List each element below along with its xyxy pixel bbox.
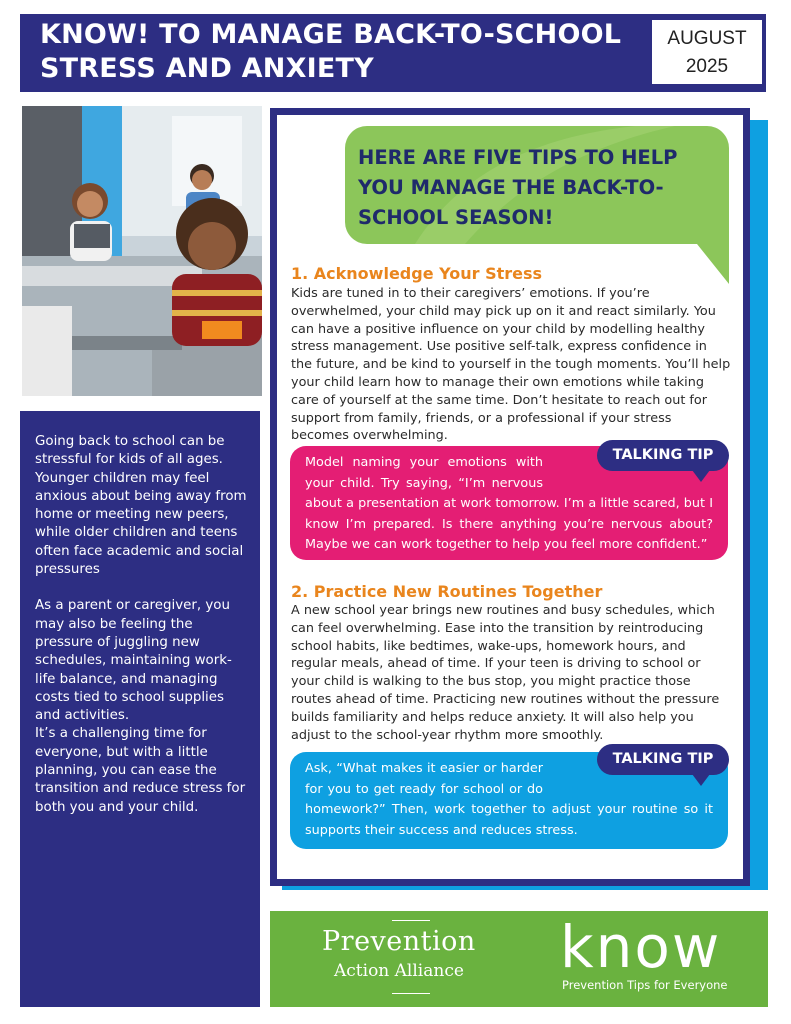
sidebar-paragraph: It’s a challenging time for everyone, but with a little planning, you can ease the transition and reduce stress for both you and your child. [35,726,246,815]
tip-body: Kids are tuned in to their caregivers’ emotions. If you’re overwhelmed, your child may pick up on it and react similarly. You can have a positive influence on your child by modelling healthy stress management. Use positive self-talk, express confidence in the future, and be kind to yourself in the tough moments. You’ll help your child learn how to manage their own emotions while taking care of yourself at the same time. Don’t hesitate to reach out for support from family, friends, or a professional if your stress becomes overwhelming. [291,286,731,444]
talking-tip-text: Model naming your emotions with your child. Try saying, “I’m nervous about a presentation at work tomorrow. I’m a little scared, but I know I’m prepared. Is there anything you’re nervous about? Maybe we can work together to help you feel more confident.” [305,455,713,552]
tip-body: A new school year brings new routines and busy schedules, which can feel overwhelming. Ease into the transition by reintroducing school habits, like bedtimes, wake-ups, homework hours, and regular meals, ahead of time. If your teen is driving to school or your child is walking to the bus stop, you might practice those routes ahead of time. Practicing new routines without the pressure builds familiarity and helps reduce anxiety. It will also help you adjust to the school-year rhythm more smoothly. [291,603,720,743]
talking-tip-tail [692,470,710,482]
know-tagline: Prevention Tips for Everyone [562,978,728,992]
know-logo: know [560,913,722,981]
sidebar-text [35,433,249,835]
org-name-sub: Action Alliance [334,961,464,981]
talking-tip-text: Ask, “What makes it easier or harder for you to get ready for school or do homework?” Then, work together to adjust your routine so it supports their success and reduces stress. [305,761,713,838]
divider [392,993,430,994]
tip-heading: 1. Acknowledge Your Stress [291,264,543,283]
talking-tip-tail [692,774,710,786]
page-title: KNOW! TO MANAGE BACK-TO-SCHOOL STRESS AND ANXIETY [40,19,622,84]
talking-tip-badge: TALKING TIP [597,744,729,775]
date-month: AUGUST [667,28,747,49]
divider [392,920,430,921]
sidebar-paragraph: As a parent or caregiver, you may also be feeling the pressure of juggling new schedules, maintaining work-life balance, and managing costs tied to school supplies and activities. [35,598,232,724]
tip-heading: 2. Practice New Routines Together [291,582,603,601]
talking-tip-badge: TALKING TIP [597,440,729,471]
org-name: Prevention [322,926,476,957]
classroom-photo [22,106,262,396]
date-box [652,20,762,84]
date-year: 2025 [685,56,729,77]
sidebar-paragraph: Going back to school can be stressful for kids of all ages. Younger children may feel anxious about being away from home or meeting new peers, while older children and teens often face academic and social pressures [35,434,247,578]
bubble-heading: HERE ARE FIVE TIPS TO HELP YOU MANAGE THE BACK-TO-SCHOOL SEASON! [358,146,678,229]
